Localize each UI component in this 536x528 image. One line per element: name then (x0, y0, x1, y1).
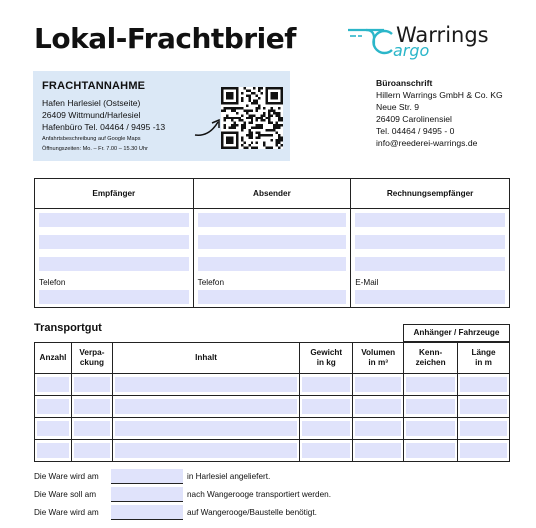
cell-field[interactable] (35, 418, 72, 440)
col-gewicht: Gewicht in kg (300, 343, 353, 374)
cell-field[interactable] (458, 418, 510, 440)
cell-field[interactable] (300, 418, 353, 440)
arrow-icon (193, 117, 223, 139)
pickup-info-box (33, 71, 290, 161)
logo-graphic (344, 16, 514, 60)
col-laenge: Länge in m (458, 343, 510, 374)
billing-line-field[interactable] (351, 209, 510, 232)
office-line: Hillern Warrings GmbH & Co. KG (376, 90, 503, 100)
recipient-line-field[interactable] (35, 231, 194, 253)
cell-field[interactable] (353, 374, 404, 396)
cell-field[interactable] (71, 418, 112, 440)
cell-field[interactable] (353, 396, 404, 418)
billing-line-field[interactable] (351, 253, 510, 275)
table-row (35, 418, 510, 440)
cell-field[interactable] (112, 440, 299, 462)
pickup-line: Hafen Harlesiel (Ostseite) (42, 98, 141, 108)
recipient-phone-field[interactable] (35, 275, 194, 308)
footer-text: Die Ware soll am (34, 490, 97, 499)
footer-text: nach Wangerooge transportiert werden. (187, 490, 331, 499)
map-hint[interactable]: Anfahrtsbeschreibung auf Google Maps (42, 136, 141, 142)
trailer-header: Anhänger / Fahrzeuge (403, 324, 510, 342)
office-line: 26409 Carolinensiel (376, 114, 452, 124)
col-anzahl: Anzahl (35, 343, 72, 374)
table-row (35, 374, 510, 396)
cell-field[interactable] (112, 396, 299, 418)
billing-line-field[interactable] (351, 231, 510, 253)
cell-field[interactable] (404, 440, 458, 462)
opening-hours: Öffnungszeiten: Mo. – Fr. 7.00 – 15.30 Uhr (42, 146, 148, 152)
footer-text: Die Ware wird am (34, 508, 99, 517)
col-empfaenger: Empfänger (35, 179, 194, 209)
cell-field[interactable] (404, 418, 458, 440)
footer-text: Die Ware wird am (34, 472, 99, 481)
col-volumen: Volumen in m³ (353, 343, 404, 374)
needed-date-field[interactable] (111, 505, 183, 520)
cell-field[interactable] (35, 374, 72, 396)
page-title: Lokal-Frachtbrief (34, 22, 296, 55)
parties-table (34, 178, 510, 308)
office-heading: Büroanschrift (376, 78, 433, 88)
cell-field[interactable] (112, 418, 299, 440)
cell-field[interactable] (35, 396, 72, 418)
cell-field[interactable] (353, 418, 404, 440)
footer-text: auf Wangerooge/Baustelle benötigt. (187, 508, 317, 517)
sender-phone-field[interactable] (193, 275, 351, 308)
cell-field[interactable] (458, 440, 510, 462)
office-line: Neue Str. 9 (376, 102, 419, 112)
cell-field[interactable] (458, 396, 510, 418)
transport-date-field[interactable] (111, 487, 183, 502)
delivery-date-field[interactable] (111, 469, 183, 484)
table-row (35, 440, 510, 462)
transport-date-line (34, 490, 331, 499)
logo-word-warrings: Warrings (396, 23, 489, 47)
footer-text: in Harlesiel angeliefert. (187, 472, 271, 481)
needed-date-line (34, 508, 317, 517)
phone-label: Telefon (197, 278, 225, 287)
cell-field[interactable] (300, 374, 353, 396)
cell-field[interactable] (458, 374, 510, 396)
email-label: E-Mail (355, 278, 379, 287)
cell-field[interactable] (404, 396, 458, 418)
cell-field[interactable] (71, 374, 112, 396)
cell-field[interactable] (35, 440, 72, 462)
cell-field[interactable] (71, 396, 112, 418)
cell-field[interactable] (404, 374, 458, 396)
office-line: Tel. 04464 / 9495 - 0 (376, 126, 455, 136)
pickup-line: Hafenbüro Tel. 04464 / 9495 -13 (42, 122, 166, 132)
recipient-line-field[interactable] (35, 253, 194, 275)
pickup-line: 26409 Wittmund/Harlesiel (42, 110, 141, 120)
cell-field[interactable] (353, 440, 404, 462)
logo-word-cargo: argo (393, 41, 430, 60)
cell-field[interactable] (300, 440, 353, 462)
delivery-date-line (34, 472, 271, 481)
office-email[interactable]: info@reederei-warrings.de (376, 138, 478, 148)
sender-line-field[interactable] (193, 231, 351, 253)
phone-label: Telefon (39, 278, 66, 287)
pickup-heading: FRACHTANNAHME (42, 80, 146, 92)
qr-code-icon[interactable] (221, 87, 283, 149)
sender-line-field[interactable] (193, 253, 351, 275)
sender-line-field[interactable] (193, 209, 351, 232)
table-row (35, 396, 510, 418)
cell-field[interactable] (71, 440, 112, 462)
office-address (376, 77, 503, 149)
recipient-line-field[interactable] (35, 209, 194, 232)
col-absender: Absender (193, 179, 351, 209)
col-inhalt: Inhalt (112, 343, 299, 374)
billing-email-field[interactable] (351, 275, 510, 308)
cell-field[interactable] (112, 374, 299, 396)
cell-field[interactable] (300, 396, 353, 418)
transport-table (34, 342, 510, 462)
col-kennzeichen: Kenn- zeichen (404, 343, 458, 374)
col-rechnungsempfaenger: Rechnungsempfänger (351, 179, 510, 209)
transport-section-title: Transportgut (34, 322, 102, 334)
warrings-cargo-logo (344, 16, 514, 60)
col-verpackung: Verpa- ckung (71, 343, 112, 374)
